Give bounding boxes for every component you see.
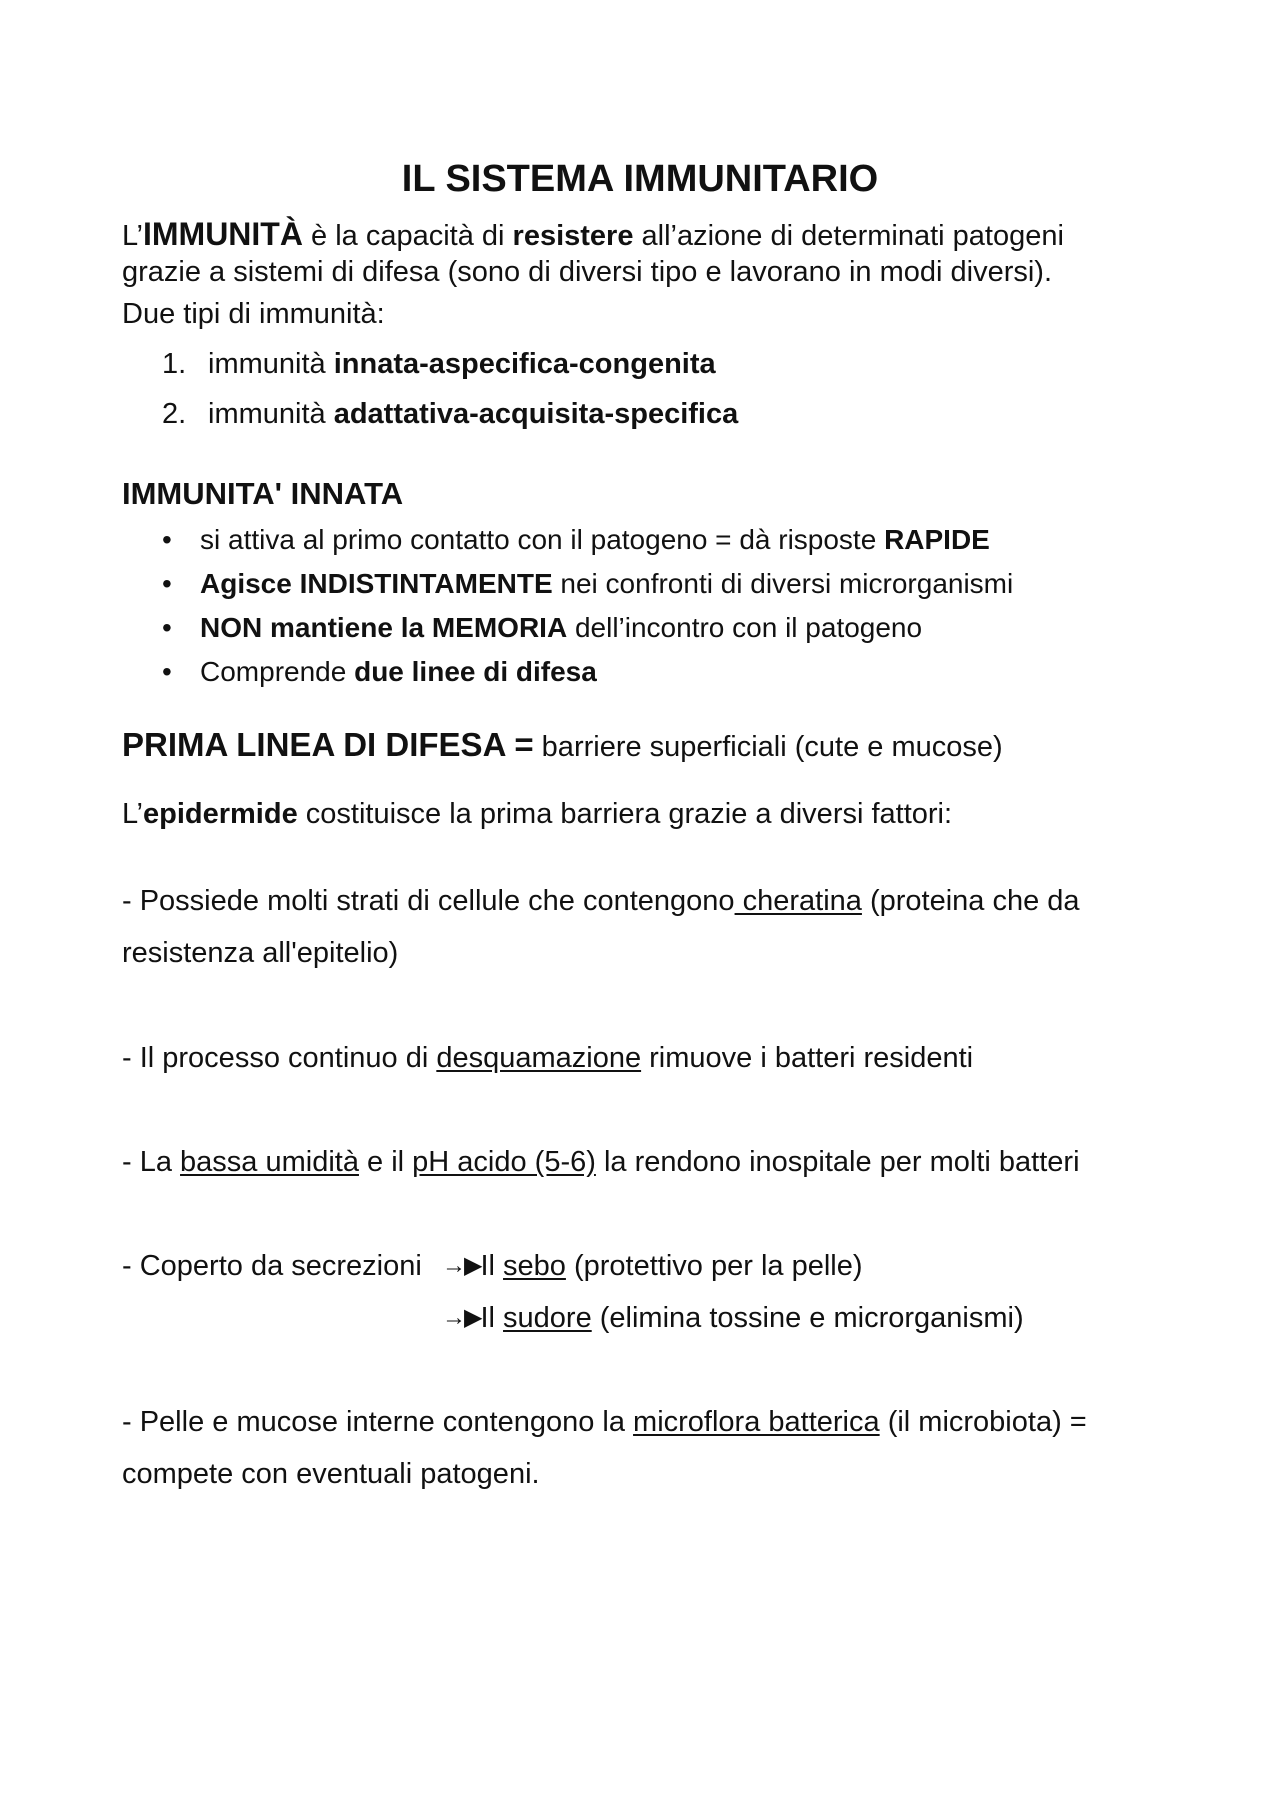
text-run: immunità	[208, 398, 334, 430]
text-run: e il	[358, 1146, 413, 1178]
text-run: Comprende	[200, 656, 355, 687]
term-ph-acido: pH acido (5-6)	[412, 1146, 596, 1178]
text-run: - La	[122, 1146, 181, 1178]
text-run: (elimina tossine e microrganismi)	[591, 1302, 1024, 1334]
term-cheratina: cheratina	[734, 885, 862, 917]
term-epidermide: epidermide	[142, 798, 298, 830]
text-run: Il	[480, 1250, 504, 1282]
list-item	[162, 568, 1013, 600]
text-run: immunità	[208, 348, 334, 380]
intro-types-label: Due tipi di immunità:	[122, 298, 385, 330]
intro-line-1	[122, 216, 1064, 253]
bullet: •	[162, 524, 172, 555]
text-run-bold: Agisce INDISTINTAMENTE	[200, 568, 553, 599]
text-run: rimuove i batteri residenti	[641, 1042, 974, 1074]
text-run: dell’incontro con il patogeno	[567, 612, 923, 643]
term-bassa-umidita: bassa umidità	[180, 1146, 359, 1178]
term-microflora-batterica: microflora batterica	[633, 1406, 880, 1438]
list-item	[162, 612, 922, 644]
text-run: (protettivo per la pelle)	[565, 1250, 863, 1282]
text-run: è la capacità di	[302, 220, 513, 252]
heading-text: PRIMA LINEA DI DIFESA =	[122, 726, 534, 763]
text-run: (proteina che da	[861, 885, 1080, 917]
term-sudore: sudore	[503, 1302, 592, 1334]
bullet: •	[162, 568, 172, 599]
factor-cheratina-line-2: resistenza all'epitelio)	[122, 937, 399, 969]
section-heading-prima-linea	[122, 726, 1003, 764]
text-run: - Possiede molti strati di cellule che contengono	[122, 885, 735, 917]
text-run: - Pelle e mucose interne contengono la	[122, 1406, 634, 1438]
text-run: - Coperto da secrezioni	[122, 1250, 422, 1282]
arrow-right-icon: →▶	[442, 1252, 481, 1279]
term-immunita: IMMUNITÀ	[142, 216, 303, 252]
factor-cheratina	[122, 885, 1080, 918]
bullet: •	[162, 612, 172, 643]
text-run: L’	[122, 220, 143, 252]
text-run-bold: due linee di difesa	[354, 656, 597, 687]
text-run: all’azione di determinati patogeni	[633, 220, 1064, 252]
text-run: nei confronti di diversi microrganismi	[552, 568, 1014, 599]
secretion-sudore	[442, 1302, 1024, 1335]
text-run: si attiva al primo contatto con il patogeno = dà risposte	[200, 524, 885, 555]
text-run-bold: RAPIDE	[884, 524, 990, 555]
term-sebo: sebo	[503, 1250, 566, 1282]
bullet: •	[162, 656, 172, 687]
text-run: L’	[122, 798, 143, 830]
factor-desquamazione	[122, 1042, 973, 1075]
text-run: la rendono inospitale per molti batteri	[595, 1146, 1080, 1178]
text-run: - Il processo continuo di	[122, 1042, 437, 1074]
intro-line-2: grazie a sistemi di difesa (sono di diversi tipo e lavorano in modi diversi).	[122, 256, 1053, 288]
text-run: costituisce la prima barriera grazie a diversi fattori:	[297, 798, 953, 830]
text-run: (il microbiota) =	[879, 1406, 1087, 1438]
list-item	[162, 348, 716, 381]
factor-microflora-line-2: compete con eventuali patogeni.	[122, 1458, 540, 1490]
text-run-bold: NON mantiene la MEMORIA	[200, 612, 568, 643]
list-number: 1.	[162, 348, 187, 380]
term-desquamazione: desquamazione	[436, 1042, 642, 1074]
text-run: barriere superficiali (cute e mucose)	[533, 731, 1003, 763]
arrow-right-icon: →▶	[442, 1304, 481, 1331]
list-number: 2.	[162, 398, 187, 430]
factor-microflora	[122, 1406, 1087, 1439]
page-title: IL SISTEMA IMMUNITARIO	[401, 158, 879, 200]
list-item	[162, 656, 597, 688]
text-run-bold: adattativa-acquisita-specifica	[333, 398, 739, 430]
secretion-sebo	[442, 1250, 863, 1283]
factor-secrezioni	[122, 1250, 422, 1283]
factor-umidita-ph	[122, 1146, 1080, 1179]
list-item	[162, 398, 738, 431]
text-run: Il	[480, 1302, 504, 1334]
section-heading-innata: IMMUNITA' INNATA	[122, 476, 404, 511]
term-resistere: resistere	[512, 220, 634, 252]
text-run-bold: innata-aspecifica-congenita	[333, 348, 716, 380]
epidermide-intro	[122, 798, 952, 831]
list-item	[162, 524, 990, 556]
